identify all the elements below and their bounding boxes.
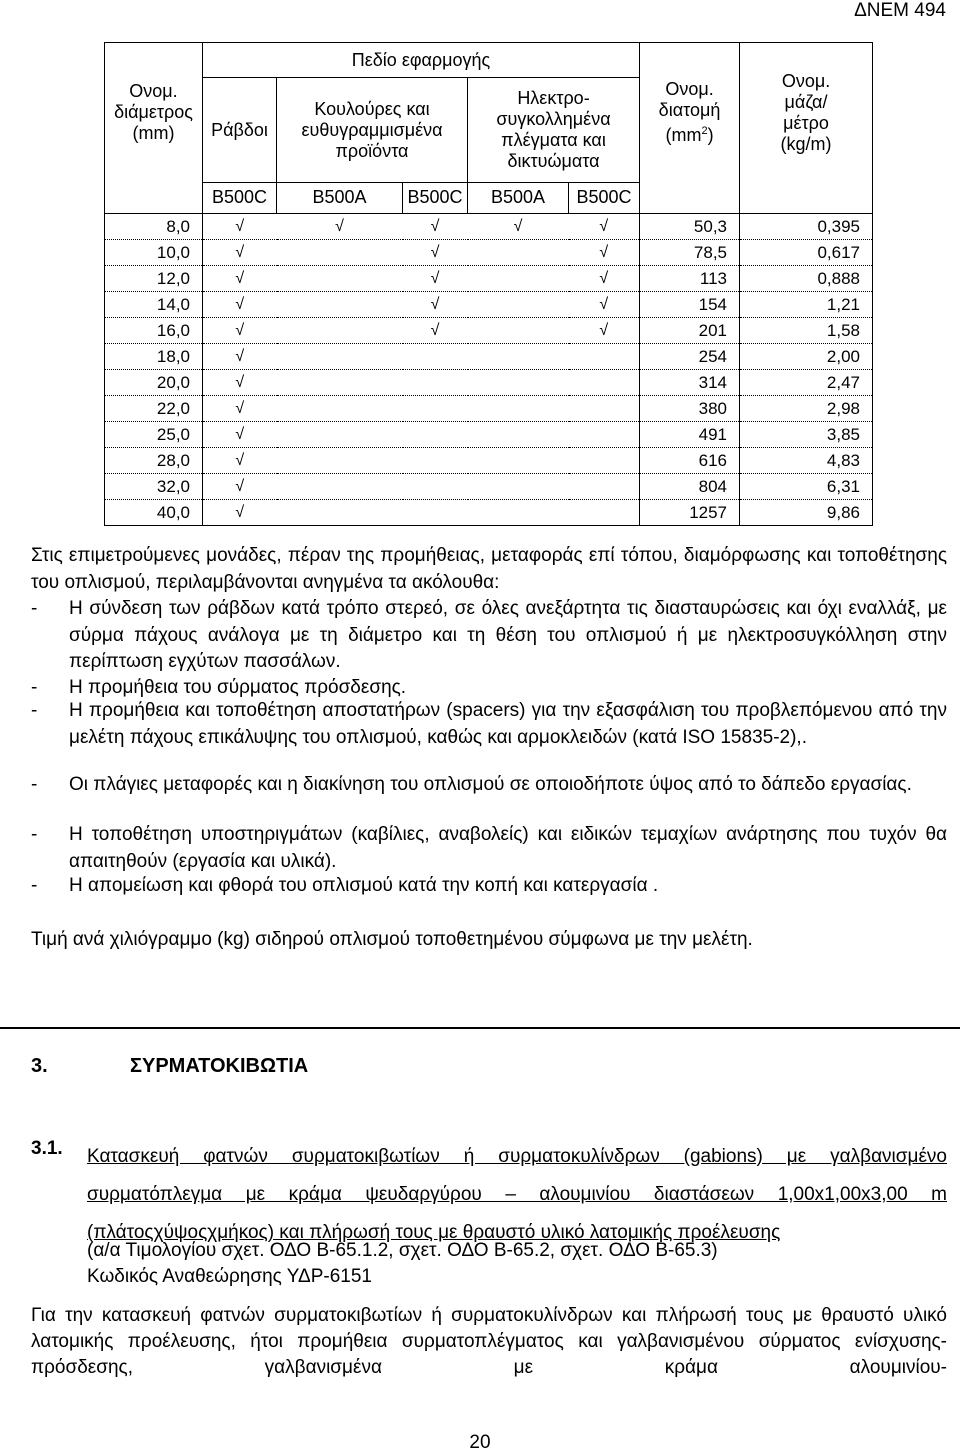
mass-cell: 3,85: [740, 421, 873, 447]
grade-header: B500C: [203, 183, 277, 214]
check-cell: [569, 343, 640, 369]
check-cell: [203, 421, 277, 447]
scope-header: Πεδίο εφαρμογής: [203, 43, 640, 78]
grade-header: B500A: [277, 183, 403, 214]
check-cell: [403, 395, 468, 421]
list-item: - Η απομείωση και φθορά του οπλισμού κατά την κοπή και κατεργασία .: [31, 875, 659, 896]
section-divider: [0, 1027, 960, 1029]
list-item: - Οι πλάγιες μεταφορές και η διακίνηση του οπλισμού σε οποιοδήποτε ύψος από το δάπεδο εργασίας.: [31, 774, 912, 795]
table-row: [105, 343, 873, 369]
check-mark-icon: √: [235, 217, 245, 235]
check-cell: [468, 473, 569, 499]
check-cell: [403, 291, 468, 317]
mass-cell: 2,47: [740, 369, 873, 395]
check-cell: [403, 473, 468, 499]
subsection-title: Κατασκευή φατνών συρματοκιβωτίων ή συρματοκυλίνδρων (gabions) με γαλβανισμένο συρματόπλεγμα με κράμα ψευδαργύρου – αλουμινίου διαστάσεων 1,00x1,00x3,00 m (πλάτοςχύψοςχμήκος) και πλήρωσή τους με θραυστό υλικό λατομικής προέλευσης: [87, 1146, 947, 1243]
grade-header: B500C: [569, 183, 640, 214]
table-row: [105, 395, 873, 421]
check-cell: [569, 499, 640, 525]
check-cell: [277, 317, 403, 343]
check-cell: [569, 239, 640, 265]
check-cell: [468, 317, 569, 343]
check-cell: [203, 343, 277, 369]
section-cell: 491: [640, 421, 740, 447]
section-number: 3.: [31, 1055, 48, 1077]
check-cell: [403, 265, 468, 291]
check-cell: [277, 473, 403, 499]
check-cell: [468, 239, 569, 265]
check-cell: [468, 265, 569, 291]
check-cell: [277, 239, 403, 265]
check-cell: [277, 265, 403, 291]
diameter-cell: 32,0: [105, 473, 203, 499]
check-mark-icon: √: [235, 425, 245, 443]
check-cell: [569, 317, 640, 343]
check-cell: [403, 499, 468, 525]
check-cell: [277, 369, 403, 395]
check-cell: [468, 447, 569, 473]
mass-cell: 0,888: [740, 265, 873, 291]
check-cell: [203, 265, 277, 291]
check-cell: [277, 395, 403, 421]
document-code: ΔΝΕΜ 494: [854, 0, 946, 21]
table-row: [105, 421, 873, 447]
diameter-cell: 14,0: [105, 291, 203, 317]
check-mark-icon: √: [430, 321, 440, 339]
diameter-cell: 8,0: [105, 213, 203, 239]
diameter-cell: 18,0: [105, 343, 203, 369]
diameter-cell: 40,0: [105, 499, 203, 525]
diameter-header: Ονομ. διάμετρος (mm): [105, 43, 203, 183]
check-cell: [569, 395, 640, 421]
check-cell: [203, 447, 277, 473]
check-cell: [569, 421, 640, 447]
section-title: ΣΥΡΜΑΤΟΚΙΒΩΤΙΑ: [130, 1055, 309, 1077]
mass-cell: 2,00: [740, 343, 873, 369]
section-cell: 50,3: [640, 213, 740, 239]
mass-cell: 9,86: [740, 499, 873, 525]
table-row: [105, 239, 873, 265]
check-mark-icon: √: [235, 451, 245, 469]
table-row: [105, 291, 873, 317]
check-cell: [203, 473, 277, 499]
check-mark-icon: √: [430, 295, 440, 313]
mesh-header: Ηλεκτρο- συγκολλημένα πλέγματα και δικτυώματα: [468, 78, 640, 183]
price-line: Τιμή ανά χιλιόγραμμο (kg) σιδηρού οπλισμού τοποθετημένου σύμφωνα με την μελέτη.: [31, 929, 753, 950]
revision-code: Κωδικός Αναθεώρησης ΥΔΡ-6151: [87, 1266, 372, 1287]
check-cell: [403, 343, 468, 369]
subsection-number: 3.1.: [31, 1138, 63, 1159]
reference-line: (α/α Τιμολογίου σχετ. ΟΔΟ Β-65.1.2, σχετ. ΟΔΟ Β-65.2, σχετ. ΟΔΟ Β-65.3): [87, 1240, 718, 1261]
table-row: [105, 265, 873, 291]
section-cell: 804: [640, 473, 740, 499]
check-cell: [403, 369, 468, 395]
mass-cell: 0,617: [740, 239, 873, 265]
check-mark-icon: √: [235, 321, 245, 339]
table-row: [105, 447, 873, 473]
diameter-cell: 28,0: [105, 447, 203, 473]
check-mark-icon: √: [235, 399, 245, 417]
check-cell: [277, 447, 403, 473]
coils-header: Κουλούρες και ευθυγραμμισμένα προϊόντα: [277, 78, 468, 183]
table-row: [105, 317, 873, 343]
check-cell: [203, 239, 277, 265]
section-cell: 616: [640, 447, 740, 473]
check-mark-icon: √: [235, 269, 245, 287]
check-cell: [403, 447, 468, 473]
check-cell: [468, 343, 569, 369]
mass-cell: 4,83: [740, 447, 873, 473]
list-item: - Η σύνδεση των ράβδων κατά τρόπο στερεό, σε όλες ανεξάρτητα τις διασταυρώσεις και όχι εναλλάξ, με σύρμα πάχους ανάλογα με τη διάμετρο και τη θέση του οπλισμού ή με ηλεκτροσυγκόλληση στην περίπτωση εγχύτων πασσάλων.: [31, 598, 947, 672]
mass-header: Ονομ. μάζα/ μέτρο (kg/m): [740, 43, 873, 183]
check-mark-icon: √: [430, 217, 440, 235]
check-cell: [468, 421, 569, 447]
list-item: - Η προμήθεια του σύρματος πρόσδεσης.: [31, 677, 407, 698]
mass-cell: 1,21: [740, 291, 873, 317]
diameter-cell: 12,0: [105, 265, 203, 291]
check-mark-icon: √: [235, 347, 245, 365]
page-number: 20: [469, 1432, 491, 1453]
section-header: Ονομ. διατομή $(mm^2)$: [640, 43, 740, 183]
check-cell: [277, 499, 403, 525]
check-cell: [468, 395, 569, 421]
check-mark-icon: √: [599, 243, 609, 261]
check-cell: [468, 499, 569, 525]
check-cell: [203, 213, 277, 239]
check-mark-icon: √: [513, 217, 523, 235]
diameter-cell: 10,0: [105, 239, 203, 265]
check-cell: [203, 369, 277, 395]
check-cell: [403, 421, 468, 447]
check-mark-icon: √: [430, 269, 440, 287]
check-mark-icon: √: [235, 373, 245, 391]
reinforcement-spec-table: [104, 42, 873, 526]
check-mark-icon: √: [599, 321, 609, 339]
check-cell: [203, 499, 277, 525]
table-row: [105, 499, 873, 525]
check-cell: [569, 265, 640, 291]
diameter-cell: 25,0: [105, 421, 203, 447]
check-cell: [569, 213, 640, 239]
list-item: - Η τοποθέτηση υποστηριγμάτων (καβίλιες, αναβολείς) και ειδικών τεμαχίων ανάρτησης που τυχόν θα απαιτηθούν (εργασία και υλικά).: [31, 824, 947, 872]
section-cell: 314: [640, 369, 740, 395]
mass-cell: 6,31: [740, 473, 873, 499]
table-row: [105, 213, 873, 239]
check-cell: [569, 369, 640, 395]
grade-header: B500A: [468, 183, 569, 214]
section-cell: 201: [640, 317, 740, 343]
diameter-cell: 22,0: [105, 395, 203, 421]
section-cell: 1257: [640, 499, 740, 525]
mass-cell: 0,395: [740, 213, 873, 239]
intro-paragraph: Στις επιμετρούμενες μονάδες, πέραν της προμήθειας, μεταφοράς επί τόπου, διαμόρφωσης και τοποθέτησης του οπλισμού, περιλαμβάνονται ανηγμένα τα ακόλουθα:: [31, 545, 947, 593]
check-cell: [569, 291, 640, 317]
check-cell: [468, 291, 569, 317]
bars-header: Ράβδοι: [203, 78, 277, 183]
check-mark-icon: √: [235, 295, 245, 313]
check-cell: [403, 213, 468, 239]
check-cell: [277, 291, 403, 317]
check-mark-icon: √: [235, 477, 245, 495]
diameter-cell: 16,0: [105, 317, 203, 343]
check-cell: [569, 473, 640, 499]
description-paragraph: Για την κατασκευή φατνών συρματοκιβωτίων ή συρματοκυλίνδρων και πλήρωσή τους με θραυστό υλικό λατομικής προέλευσης, ήτοι προμήθεια συρματοπλέγματος και γαλβανισμένου σύρματος ενίσχυσης-πρόσδεσης, γαλβανισμένα με κράμα αλουμινίου-: [31, 1305, 947, 1378]
check-mark-icon: √: [599, 269, 609, 287]
check-cell: [277, 421, 403, 447]
check-mark-icon: √: [235, 243, 245, 261]
section-cell: 380: [640, 395, 740, 421]
check-cell: [203, 317, 277, 343]
section-cell: 254: [640, 343, 740, 369]
section-cell: 154: [640, 291, 740, 317]
check-mark-icon: √: [599, 217, 609, 235]
grade-header: B500C: [403, 183, 468, 214]
check-mark-icon: √: [235, 503, 245, 521]
check-mark-icon: √: [430, 243, 440, 261]
table-row: [105, 473, 873, 499]
check-cell: [468, 369, 569, 395]
mass-cell: 1,58: [740, 317, 873, 343]
table-row: [105, 369, 873, 395]
check-cell: [403, 239, 468, 265]
list-item: - Η προμήθεια και τοποθέτηση αποστατήρων (spacers) για την εξασφάλιση του προβλεπόμενου από την μελέτη πάχους επικάλυψης του οπλισμού, καθώς και αρμοκλειδών (κατά ISO 15835-2),.: [31, 700, 947, 748]
section-cell: 113: [640, 265, 740, 291]
check-cell: [277, 213, 403, 239]
check-cell: [277, 343, 403, 369]
check-cell: [203, 395, 277, 421]
check-cell: [203, 291, 277, 317]
diameter-cell: 20,0: [105, 369, 203, 395]
check-cell: [468, 213, 569, 239]
check-cell: [569, 447, 640, 473]
section-cell: 78,5: [640, 239, 740, 265]
check-mark-icon: √: [599, 295, 609, 313]
mass-cell: 2,98: [740, 395, 873, 421]
check-mark-icon: √: [335, 217, 344, 235]
check-cell: [403, 317, 468, 343]
